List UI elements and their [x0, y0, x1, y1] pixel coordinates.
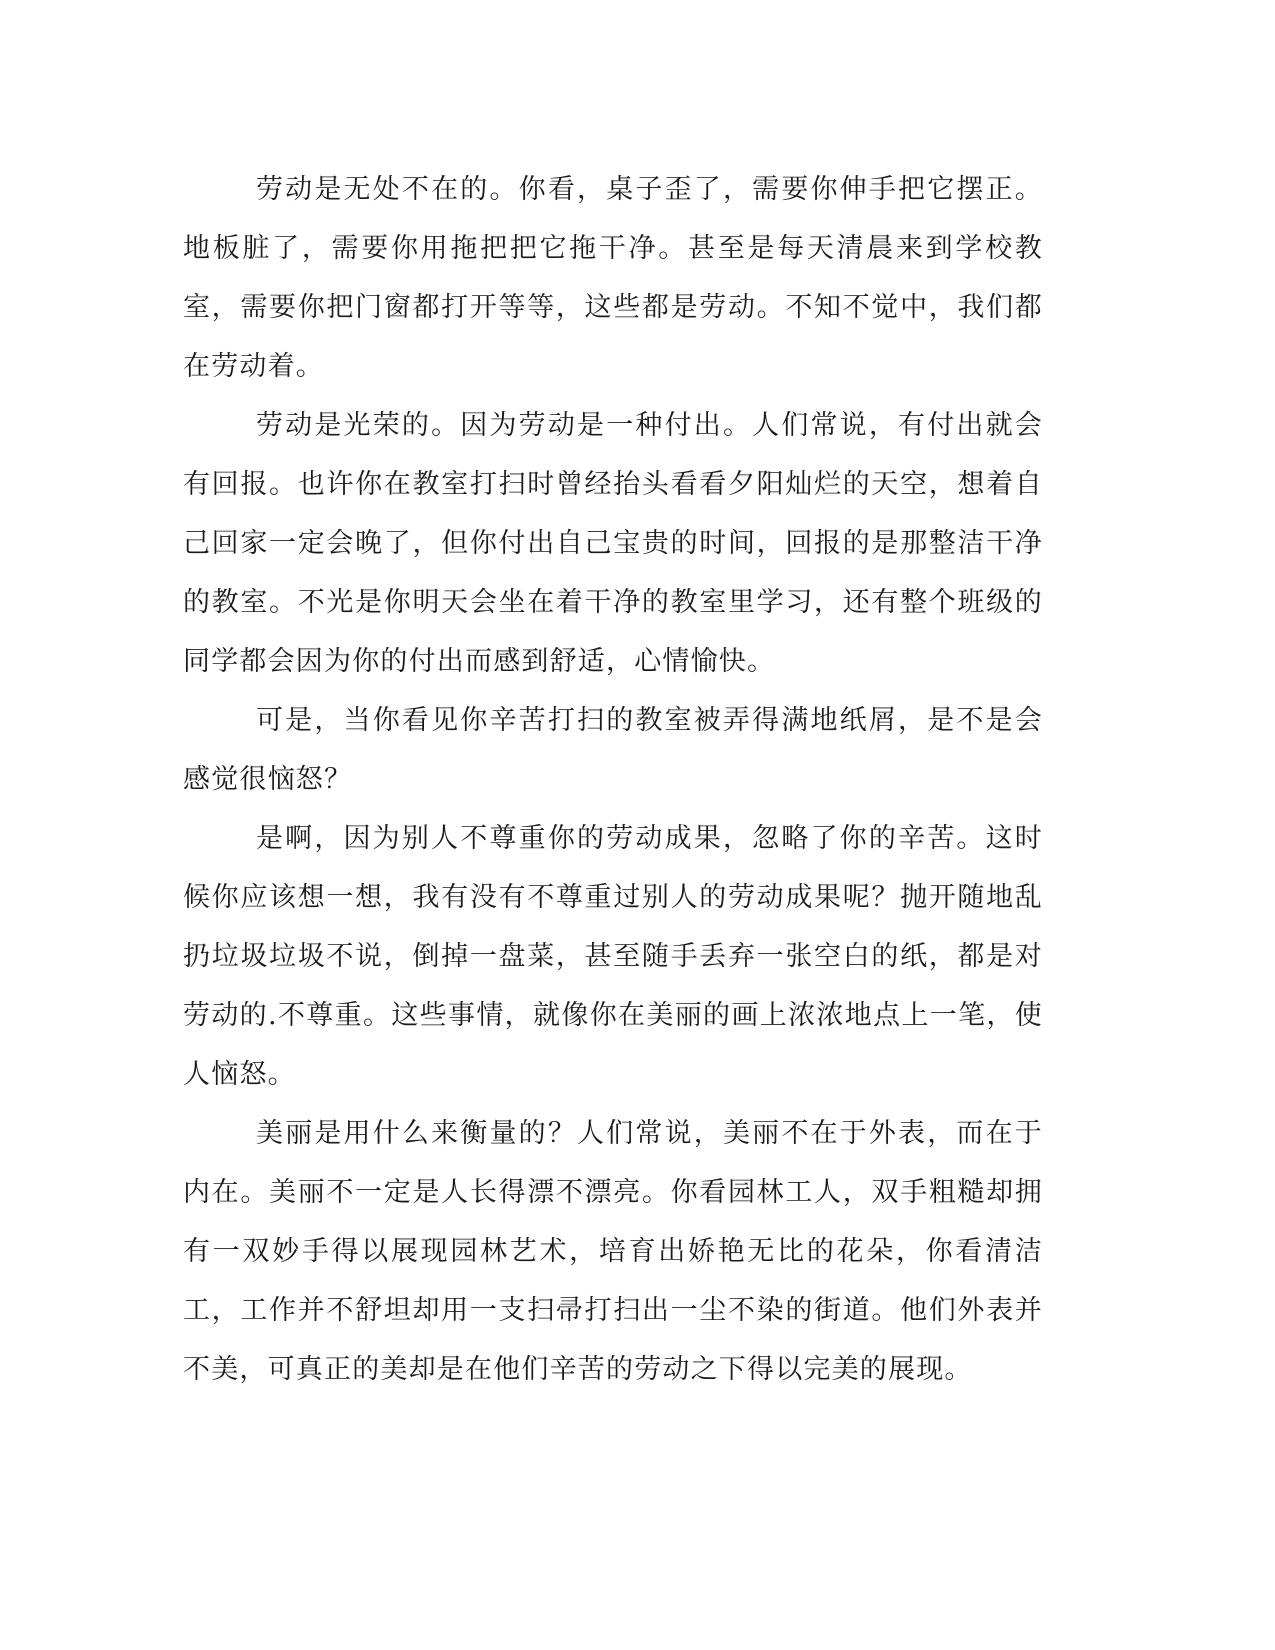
- essay-body: [183, 160, 1043, 1399]
- paragraph-4: 是啊，因为别人不尊重你的劳动成果，忽略了你的辛苦。这时候你应该想一想，我有没有不尊重过别人的劳动成果呢？抛开随地乱扔垃圾垃圾不说，倒掉一盘菜，甚至随手丢弃一张空白的纸，都是对劳动的.不尊重。这些事情，就像你在美丽的画上浓浓地点上一笔，使人恼怒。: [183, 823, 1043, 1090]
- paragraph-5: 美丽是用什么来衡量的？人们常说，美丽不在于外表，而在于内在。美丽不一定是人长得漂不漂亮。你看园林工人，双手粗糙却拥有一双妙手得以展现园林艺术，培育出娇艳无比的花朵，你看清洁工，工作并不舒坦却用一支扫帚打扫出一尘不染的街道。他们外表并不美，可真正的美却是在他们辛苦的劳动之下得以完美的展现。: [183, 1118, 1043, 1385]
- paragraph-2: 劳动是光荣的。因为劳动是一种付出。人们常说，有付出就会有回报。也许你在教室打扫时曾经抬头看看夕阳灿烂的天空，想着自己回家一定会晚了，但你付出自己宝贵的时间，回报的是那整洁干净的教室。不光是你明天会坐在着干净的教室里学习，还有整个班级的同学都会因为你的付出而感到舒适，心情愉快。: [183, 410, 1043, 677]
- paragraph-3: 可是，当你看见你辛苦打扫的教室被弄得满地纸屑，是不是会感觉很恼怒？: [183, 705, 1043, 795]
- paragraph-1: 劳动是无处不在的。你看，桌子歪了，需要你伸手把它摆正。地板脏了，需要你用拖把把它拖干净。甚至是每天清晨来到学校教室，需要你把门窗都打开等等，这些都是劳动。不知不觉中，我们都在劳动着。: [183, 174, 1043, 382]
